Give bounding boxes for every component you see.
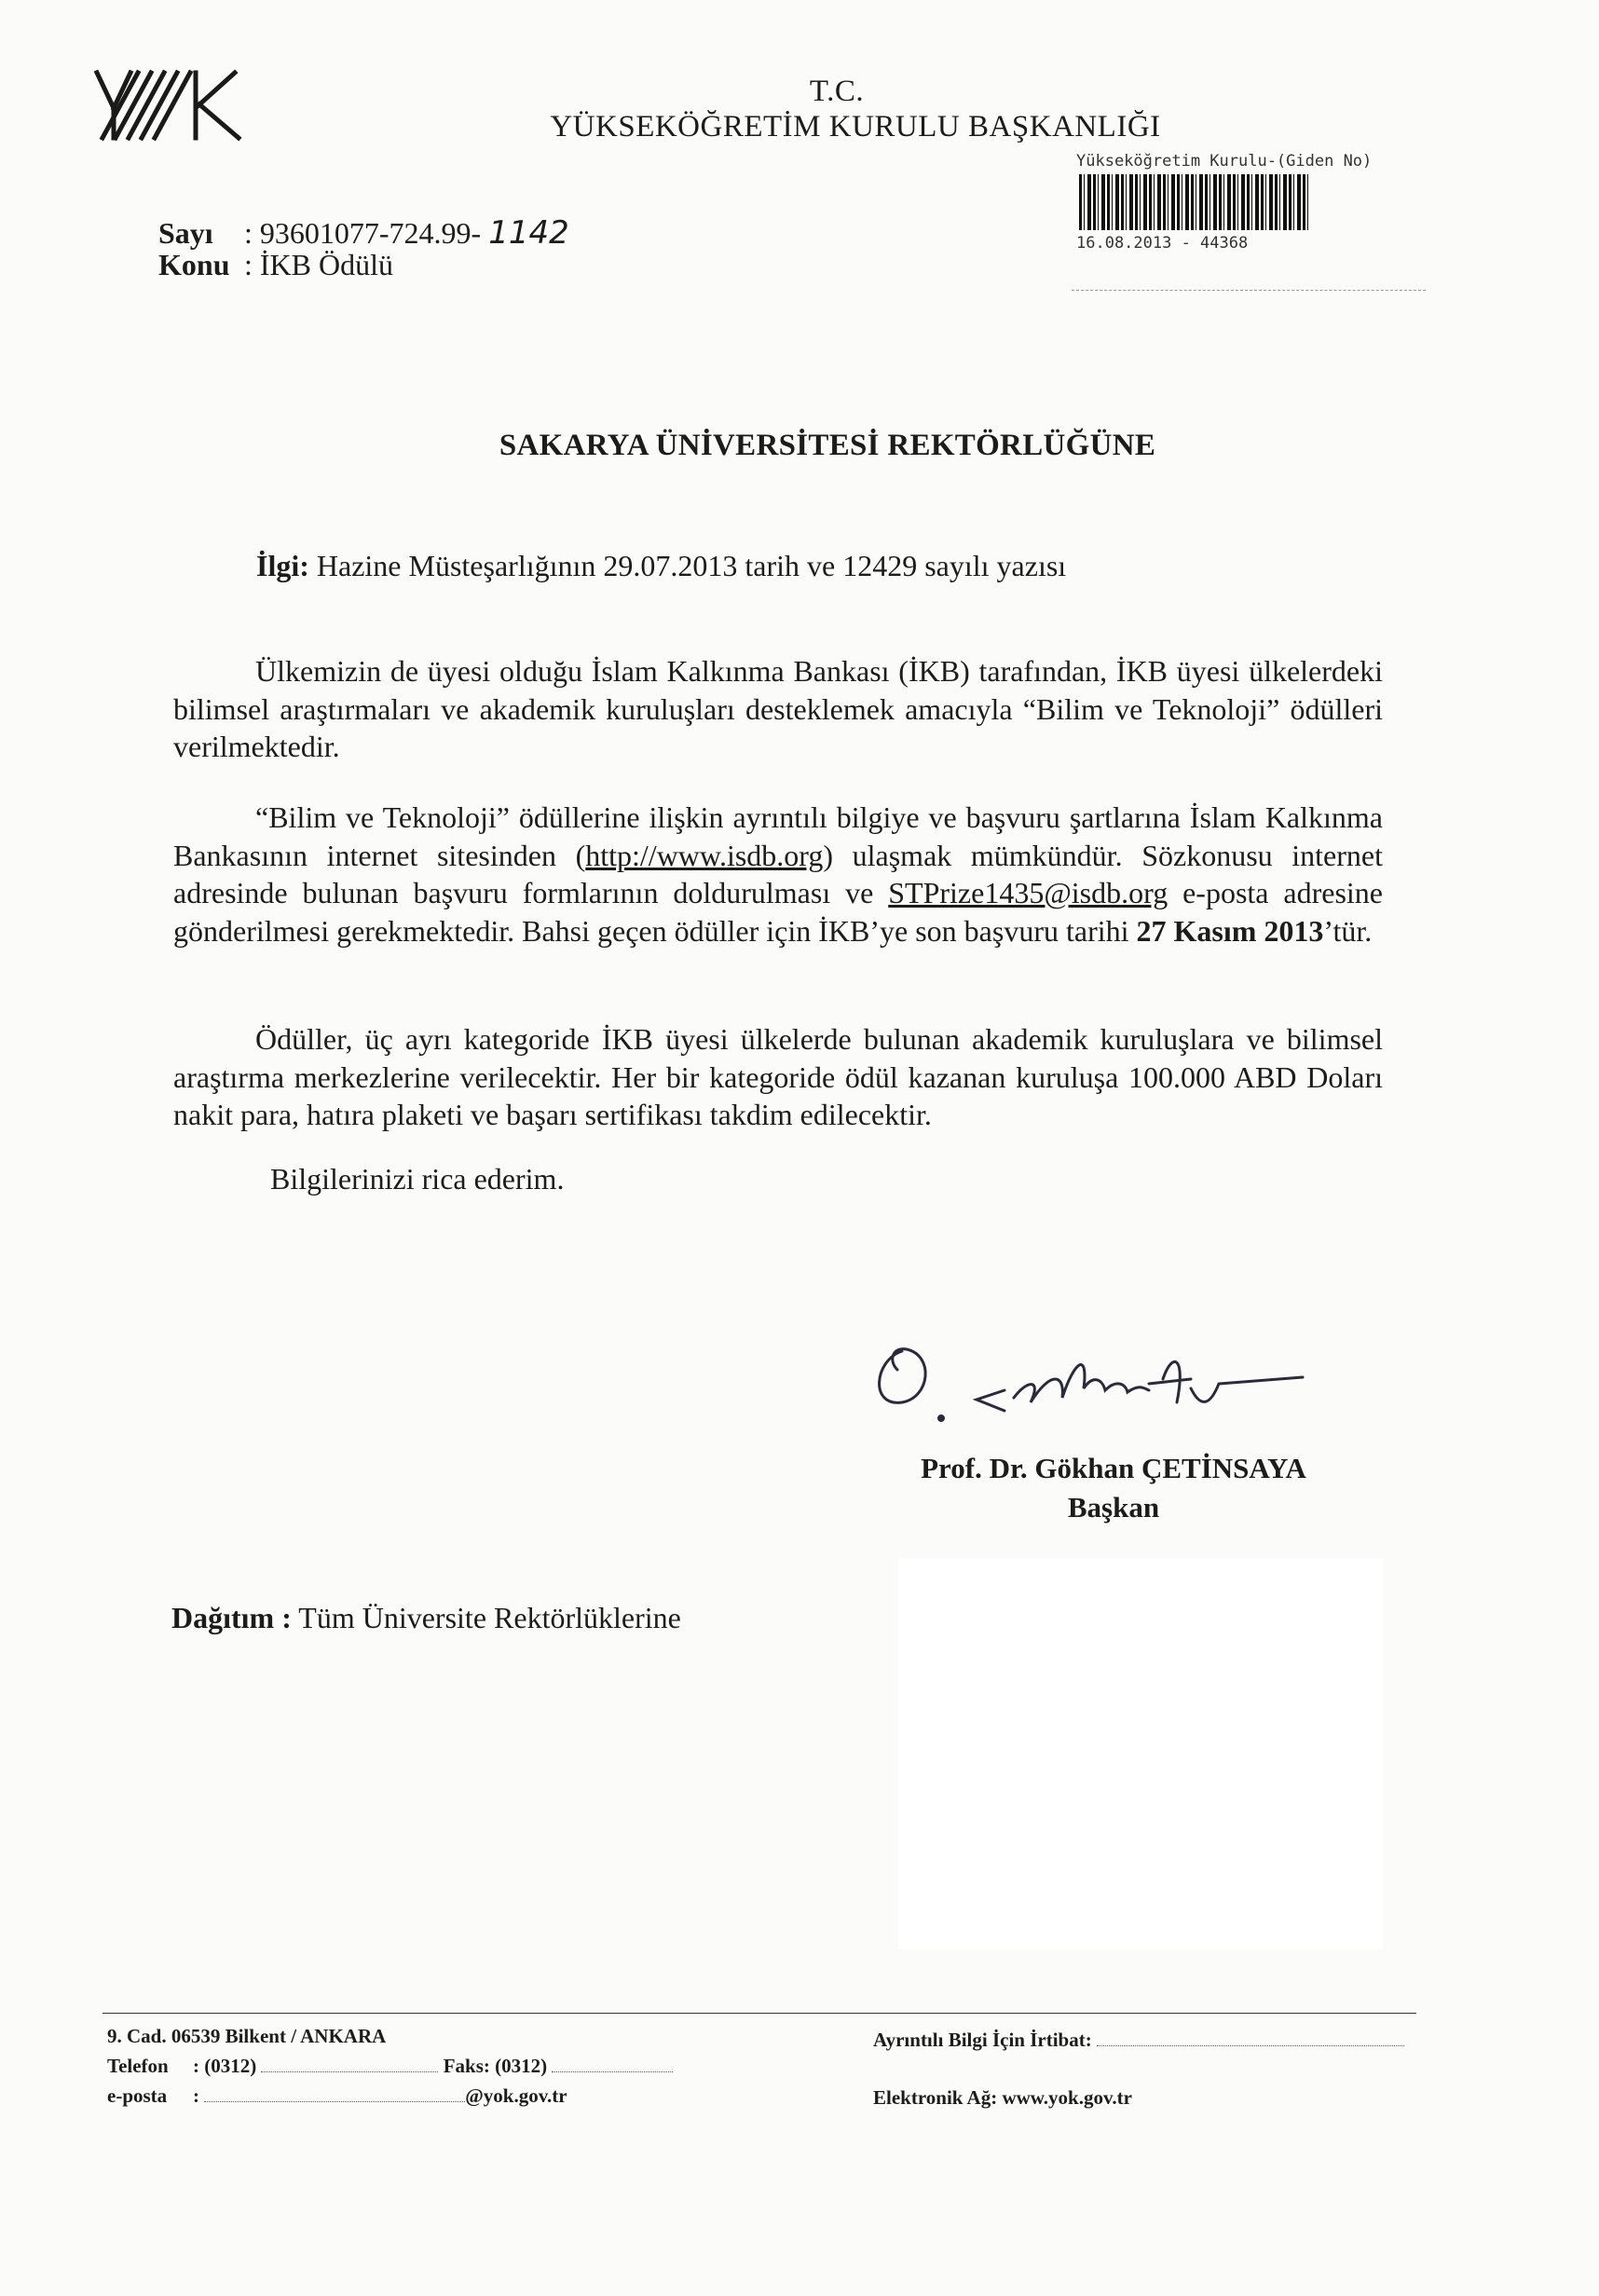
phone-blank xyxy=(261,2057,438,2072)
footer-divider xyxy=(102,2013,1416,2014)
closing-line: Bilgilerinizi rica ederim. xyxy=(270,1162,565,1196)
paragraph-2-text-d: ’tür. xyxy=(1323,913,1373,948)
fax-label: Faks: (0312) xyxy=(443,2055,548,2077)
addressee: SAKARYA ÜNİVERSİTESİ REKTÖRLÜĞÜNE xyxy=(499,429,1156,462)
distribution-line xyxy=(171,1601,681,1635)
sayi-handwritten: 1142 xyxy=(488,214,569,252)
stamp-title: Yükseköğretim Kurulu-(Giden No) xyxy=(1076,152,1373,171)
isdb-website-link[interactable]: http://www.isdb.org xyxy=(585,838,824,872)
barcode xyxy=(1079,174,1310,230)
footer-web: Elektronik Ağ: www.yok.gov.tr xyxy=(873,2086,1132,2109)
paragraph-1 xyxy=(173,652,1383,766)
header-institution: YÜKSEKÖĞRETİM KURULU BAŞKANLIĞI xyxy=(550,110,1161,144)
distribution-label: Dağıtım : xyxy=(171,1601,292,1634)
handwritten-signature xyxy=(865,1332,1349,1435)
footer-address: 9. Cad. 06539 Bilkent / ANKARA xyxy=(107,2025,387,2047)
stamp-divider xyxy=(1072,290,1426,291)
fax-blank xyxy=(552,2057,673,2072)
konu-line xyxy=(158,248,393,282)
email-label: e-posta xyxy=(107,2084,168,2107)
paragraph-2-text-c: e-posta adresine gönderilmesi gerekmektedir. Bahsi geçen ödüller için İKB’ye son başvuru tarihi xyxy=(173,876,1384,948)
konu-value: : İKB Ödülü xyxy=(244,248,393,281)
deadline-date: 27 Kasım 2013 xyxy=(1136,913,1324,948)
footer-contact-line xyxy=(873,2029,1404,2052)
header-tc: T.C. xyxy=(809,75,865,108)
sayi-line xyxy=(158,214,569,252)
paragraph-3-text: Ödüller, üç ayrı kategoride İKB üyesi ülkelerde bulunan akademik kuruluşlara ve bilimsel araştırma merkezlerine verilecektir. Her bir kategoride ödül kazanan kuruluşa 100.000 ABD Doları nakit para, hatıra plaketi ve başarı sertifikası takdim edilecektir. xyxy=(173,1022,1383,1131)
reference-label: İlgi: xyxy=(256,549,309,582)
phone-value: : (0312) xyxy=(193,2055,257,2077)
email-domain: @yok.gov.tr xyxy=(465,2084,567,2107)
outgoing-stamp xyxy=(1076,152,1449,253)
contact-blank xyxy=(1097,2030,1404,2046)
footer-email-line xyxy=(107,2084,567,2108)
signer-title: Başkan xyxy=(1067,1491,1160,1524)
paragraph-2-text-b: ) ulaşmak mümkündür. Sözkonusu internet adresinde bulunan başvuru formlarının doldurulması ve xyxy=(173,838,1384,909)
paragraph-2 xyxy=(173,799,1383,950)
phone-label: Telefon xyxy=(107,2055,169,2077)
konu-label: Konu xyxy=(158,248,230,281)
sayi-value: : 93601077-724.99- xyxy=(244,216,482,250)
email-blank xyxy=(204,2086,465,2102)
footer-phone-line xyxy=(107,2055,673,2078)
paragraph-3 xyxy=(173,1020,1383,1134)
distribution-text: Tüm Üniversite Rektörlüklerine xyxy=(298,1601,681,1634)
prize-email-link[interactable]: STPrize1435@isdb.org xyxy=(888,876,1168,909)
signer-name: Prof. Dr. Gökhan ÇETİNSAYA xyxy=(921,1452,1306,1484)
email-prefix: : xyxy=(193,2084,199,2107)
contact-label: Ayrıntılı Bilgi İçin İrtibat: xyxy=(873,2029,1092,2051)
paragraph-2-text-a: “Bilim ve Teknoloji” ödüllerine ilişkin ayrıntılı bilgiye ve başvuru şartlarına İslam Kalkınma Bankasının internet sitesinden ( xyxy=(173,800,1383,872)
paragraph-1-text: Ülkemizin de üyesi olduğu İslam Kalkınma Bankası (İKB) tarafından, İKB üyesi ülkelerdeki bilimsel araştırmaları ve akademik kuruluşları desteklemek amacıyla “Bilim ve Teknoloji” ödülleri verilmektedir. xyxy=(173,654,1383,763)
reference-text: Hazine Müsteşarlığının 29.07.2013 tarih ve 12429 sayılı yazısı xyxy=(316,549,1067,582)
signer-block xyxy=(895,1449,1332,1527)
stamp-number: 16.08.2013 - 44368 xyxy=(1076,234,1249,253)
redacted-area xyxy=(898,1558,1383,1949)
reference-line xyxy=(256,549,1066,583)
sayi-label: Sayı xyxy=(158,216,213,250)
